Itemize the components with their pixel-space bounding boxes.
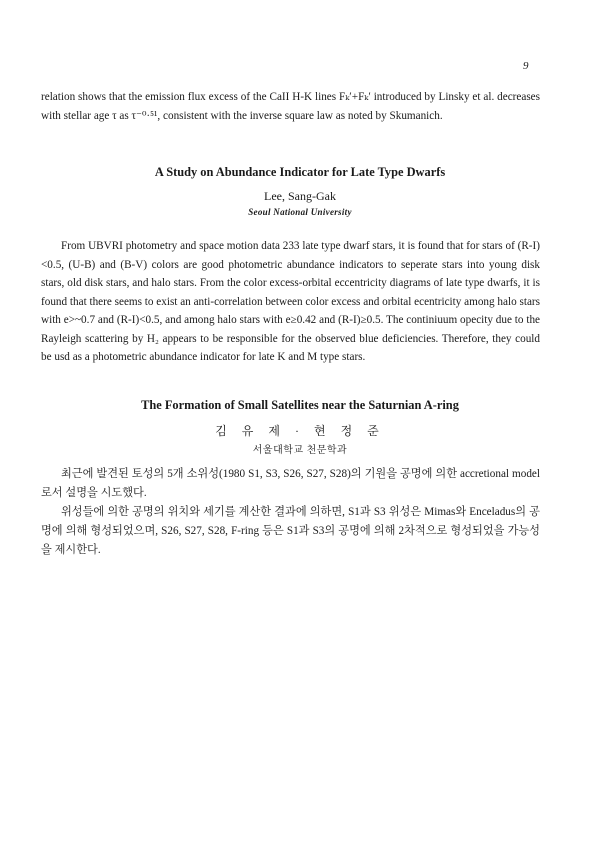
author-affiliation: Seoul National University: [248, 207, 352, 217]
author-name: Lee, Sang-Gak: [264, 189, 336, 203]
article-title: A Study on Abundance Indicator for Late Type Dwarfs: [154, 165, 446, 179]
author-affiliation-korean: 서울대학교 천문학과: [252, 445, 348, 456]
author-names-korean: 김 유 제 · 현 정 준: [215, 424, 385, 438]
abstract-paragraph: From UBVRI photometry and space motion data 233 late type dwarf stars, it is found that for stars of (R-I)<0.5, (U-B) and (B-V) colors are good photometric abundance indicators to seperate stars into young disk stars, old disk stars, and halo stars. From the color excess-orbital eccentricity diagrams of late type dwarfs, it is found that there seems to exist an anti-correlation between color excess and orbital ecentricity among halo stars with e>~0.7 and (R-I)<0.5, and among halo stars with e≥0.42 and (R-I)≥0.5. The continiuum opecity due to the Rayleigh scattering by H₂ appears to be responsible for the observed blue deficiencies. Therefore, they could be usd as a photometric abundance indicator for late K and M type stars.: [41, 240, 540, 363]
korean-paragraph-2: 위성들에 의한 공명의 위치와 세기를 계산한 결과에 의하면, S1과 S3 위성은 Mimas와 Enceladus의 공명에 의해 형성되었으며, S26, S27, S28, F-ring 등은 S1과 S3의 공명에 의해 2차적으로 형성되었을 가능성을 제시한다.: [41, 506, 540, 556]
article-title-2: The Formation of Small Satellites near the Saturnian A-ring: [141, 398, 459, 412]
intro-paragraph: relation shows that the emission flux excess of the CaII H-K lines Fₖ′+Fₖ′ introduced by Linsky et al. decreases with stellar age τ as τ⁻⁰·⁵¹, consistent with the inverse square law as noted by Skumanich.: [41, 91, 540, 122]
korean-paragraph-1: 최근에 발견된 토성의 5개 소위성(1980 S1, S3, S26, S27, S28)의 기원을 공명에 의한 accretional model로서 설명을 시도했다.: [41, 468, 540, 499]
page-number: 9: [523, 60, 529, 72]
